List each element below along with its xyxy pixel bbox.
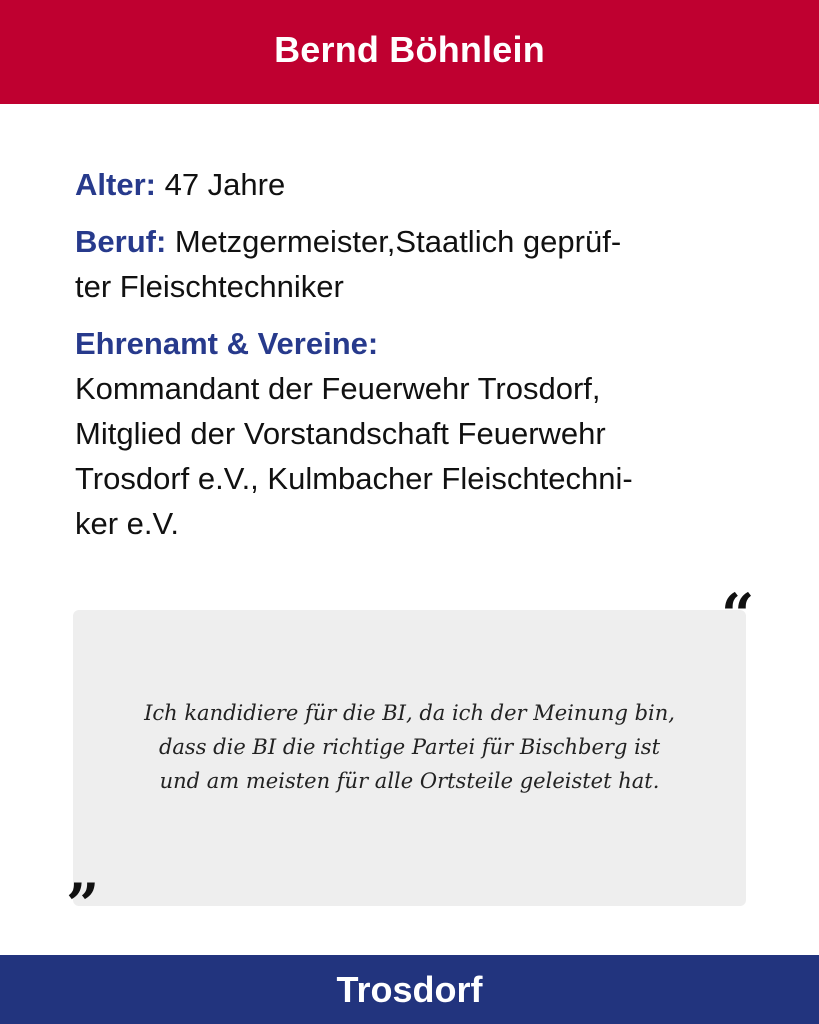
quote-line: und am meisten für alle Ortsteile geleistet hat. <box>159 769 660 793</box>
age-row <box>75 162 755 207</box>
header-banner <box>0 0 819 104</box>
quote-line: Ich kandidiere für die BI, da ich der Meinung bin, <box>144 701 675 725</box>
quote-text <box>73 696 746 798</box>
honorary-line: Mitglied der Vorstandschaft Feuerwehr <box>75 416 606 451</box>
age-label: Alter: <box>75 167 156 202</box>
job-row <box>75 219 755 309</box>
honorary-line: ker e.V. <box>75 506 179 541</box>
quote-line: dass die BI die richtige Partei für Bischberg ist <box>158 735 661 759</box>
location-name: Trosdorf <box>336 968 483 1010</box>
honorary-label: Ehrenamt & Vereine: <box>75 326 379 361</box>
job-label: Beruf: <box>75 224 167 259</box>
age-value: 47 Jahre <box>164 167 286 202</box>
honorary-line: Trosdorf e.V., Kulmbacher Fleischtechni- <box>75 461 633 496</box>
job-value-line2: ter Fleischtechniker <box>75 269 344 304</box>
job-value-line1: Metzgermeister,Staatlich geprüf- <box>174 224 622 259</box>
close-quote-icon: ” <box>66 871 100 939</box>
open-quote-icon: “ <box>721 581 755 649</box>
quote-box <box>73 610 746 906</box>
candidate-name: Bernd Böhnlein <box>274 29 545 70</box>
honorary-row <box>75 321 755 546</box>
honorary-line: Kommandant der Feuerwehr Trosdorf, <box>75 371 601 406</box>
footer-banner <box>0 955 819 1024</box>
profile-info <box>75 162 755 546</box>
